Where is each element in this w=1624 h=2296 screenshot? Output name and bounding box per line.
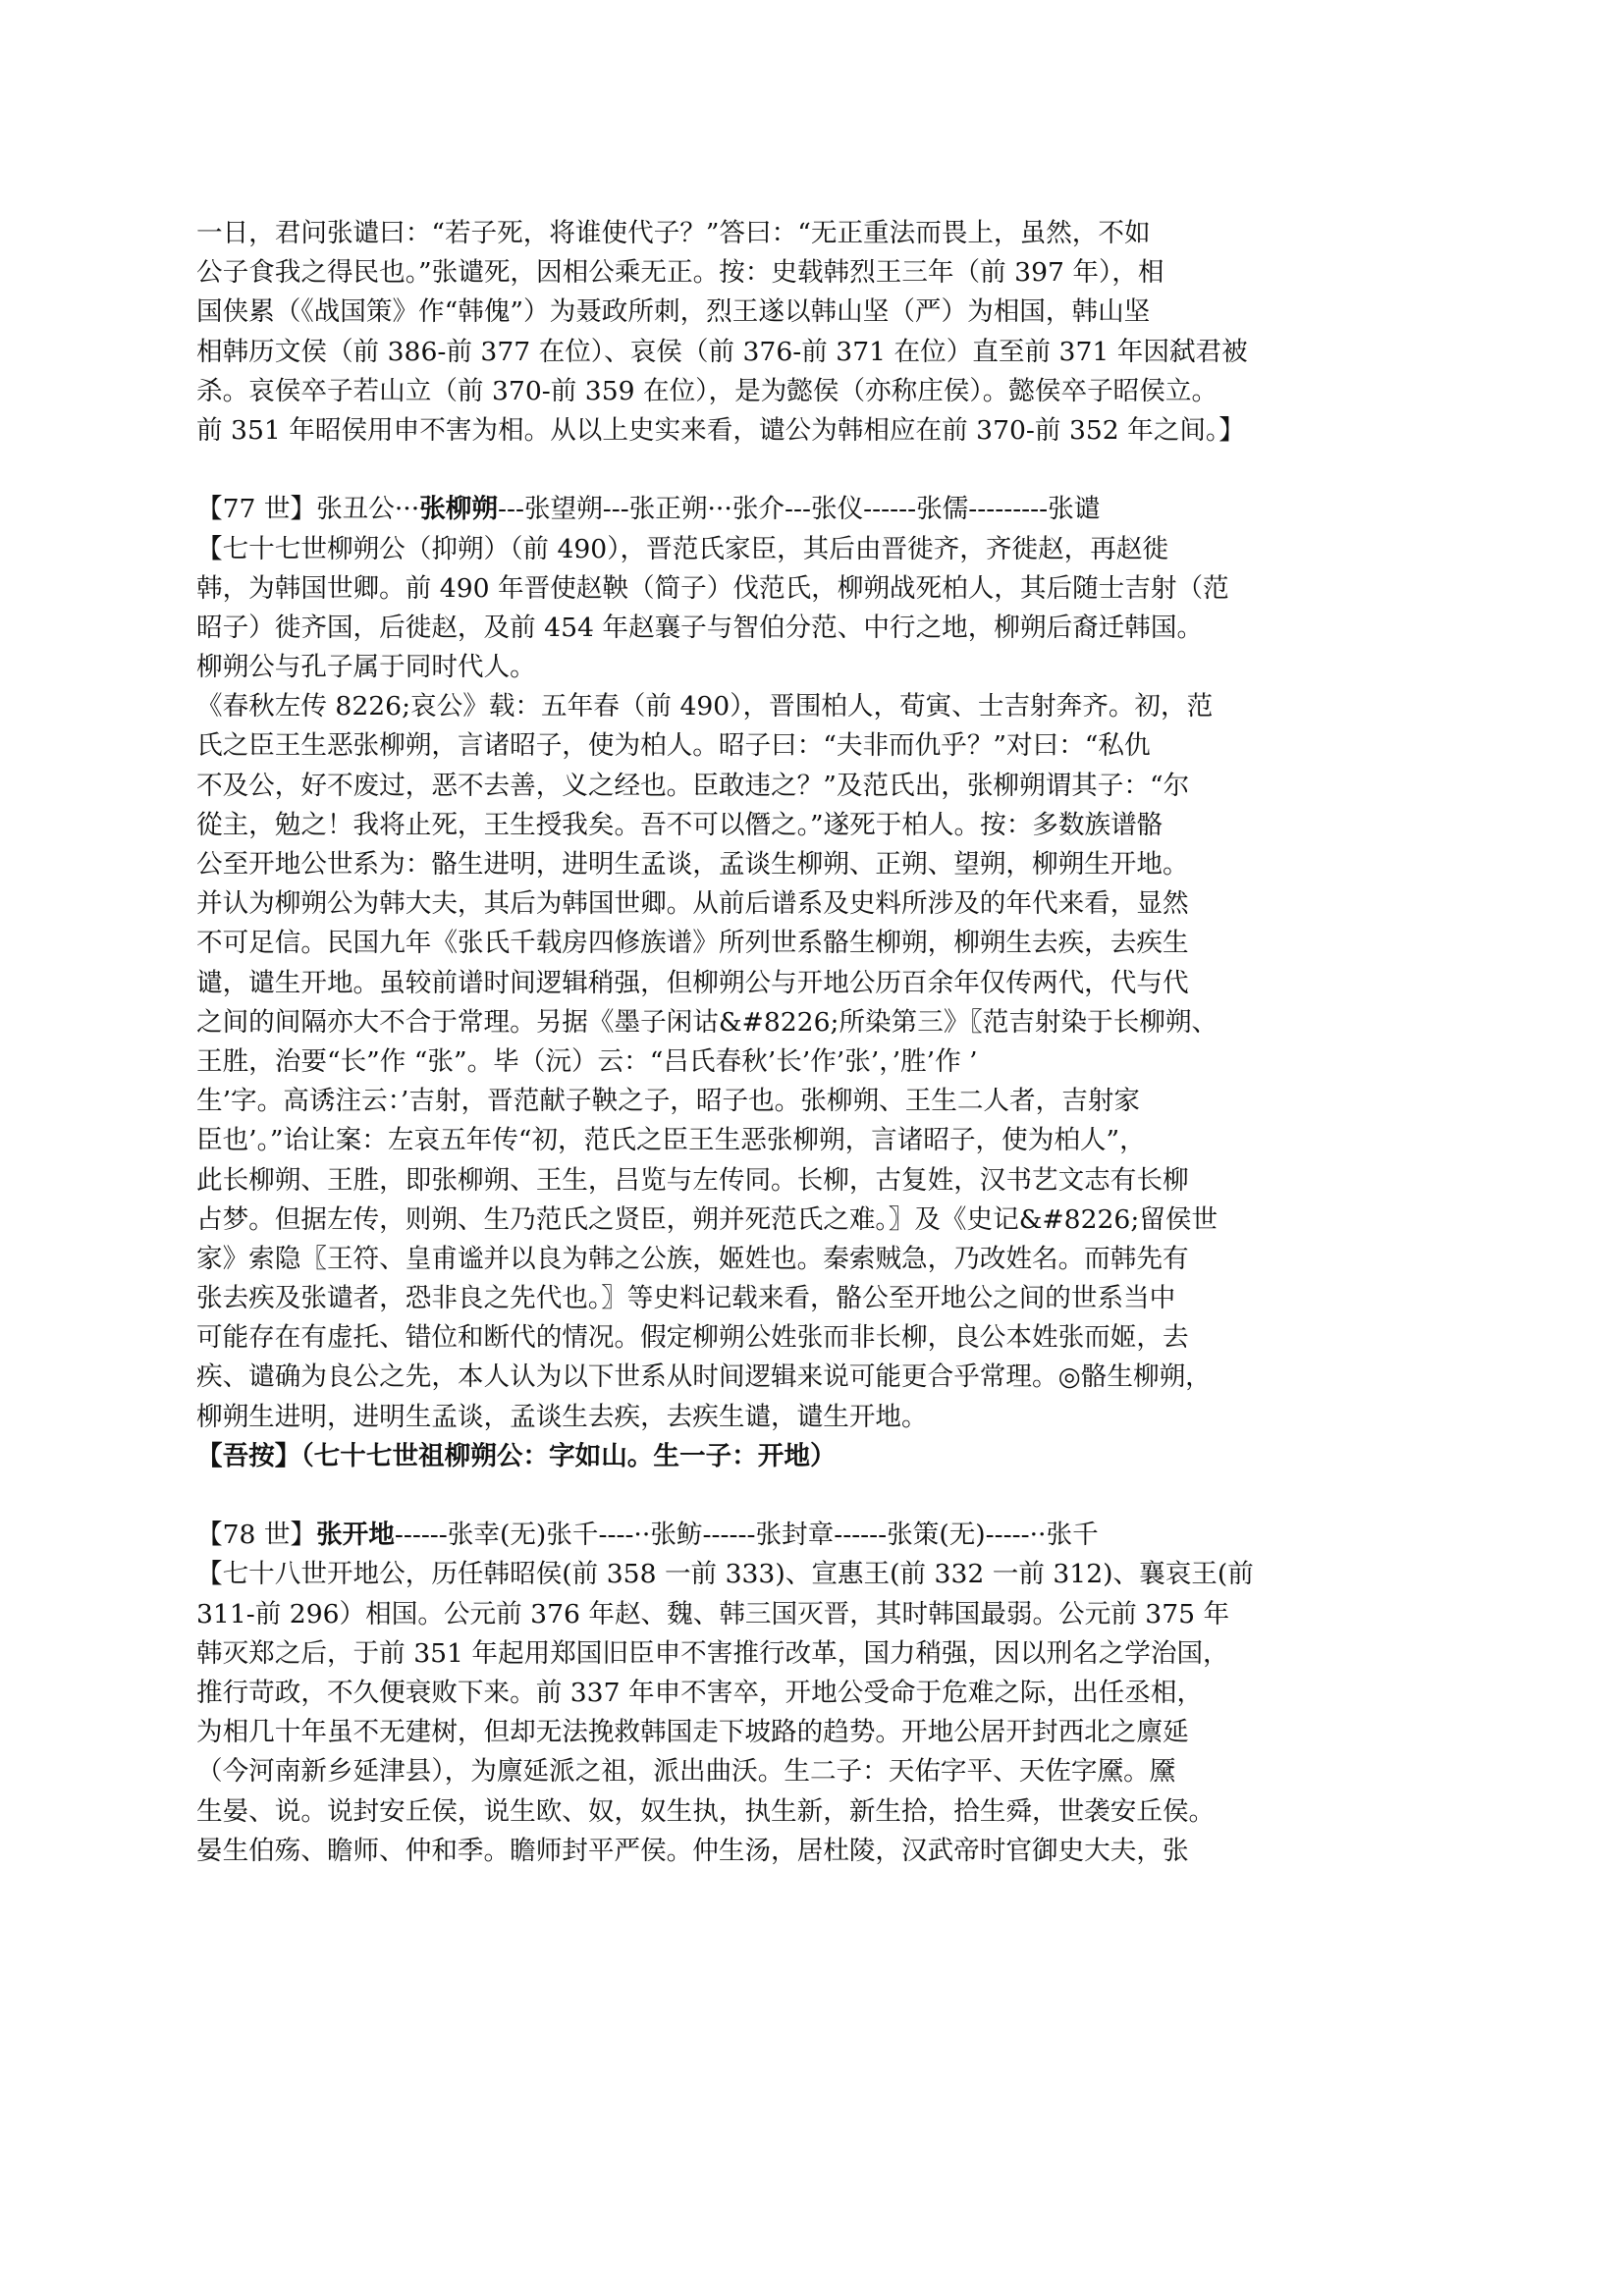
- text-line: 家》索隐〖王符、皇甫谧并以良为韩之公族，姬姓也。秦索贼急，乃改姓名。而韩先有: [196, 1243, 1189, 1274]
- author-note: 【吾按】（七十七世祖柳朔公：字如山。生一子：开地）: [196, 1440, 837, 1471]
- text-line: 生’字。高诱注云：’吉射，晋范献子鞅之子，昭子也。张柳朔、王生二人者，吉射家: [196, 1086, 1140, 1117]
- text-line: 一日，君问张谴曰：“若子死，将谁使代子？”答曰：“无正重法而畏上，虽然，不如: [196, 218, 1151, 248]
- text-line: 公子食我之得民也。”张谴死，因相公乘无正。按：史载韩烈王三年（前 397 年），相: [196, 257, 1164, 289]
- text-line: 杀。哀侯卒子若山立（前 370-前 359 在位），是为懿侯（亦称庄侯）。懿侯卒子昭侯立。: [196, 375, 1218, 406]
- text-line: 【七十八世开地公，历任韩昭侯(前 358 一前 333)、宣惠王(前 332 一前 312)、襄哀王(前: [196, 1559, 1254, 1590]
- text-line: 《春秋左传 8226;哀公》载：五年春（前 490），晋围柏人，荀寅、士吉射奔齐。初，范: [196, 691, 1214, 722]
- text-line: 前 351 年昭侯用申不害为相。从以上史实来看，谴公为韩相应在前 370-前 352 年之间。】: [196, 414, 1245, 446]
- text-line: 韩灭郑之后，于前 351 年起用郑国旧臣申不害推行改革，国力稍强，因以刑名之学治国，: [196, 1637, 1229, 1669]
- document-page: [196, 214, 1434, 1871]
- text-line: 柳朔公与孔子属于同时代人。: [196, 652, 536, 683]
- ancestor-name: 张开地: [316, 1520, 395, 1551]
- text-line: 不及公，好不废过，恶不去善，义之经也。臣敢违之？”及范氏出，张柳朔谓其子：“尔: [196, 770, 1190, 801]
- text-line: 柳朔生进明，进明生孟谈，孟谈生去疾，去疾生谴，谴生开地。: [196, 1401, 928, 1432]
- text-line: 生晏、说。说封安丘侯，说生欧、奴，奴生执，执生新，新生拾，拾生舜，世袭安丘侯。: [196, 1795, 1216, 1827]
- text-line: 311-前 296）相国。公元前 376 年赵、魏、韩三国灭晋，其时韩国最弱。公元前 375 年: [196, 1598, 1230, 1629]
- text-line: 相韩历文侯（前 386-前 377 在位）、哀侯（前 376-前 371 在位）直至前 371 年因弑君被: [196, 336, 1248, 367]
- text-line: （今河南新乡延津县），为廪延派之祖，派出曲沃。生二子：天佑字平、天佐字黡。黡: [196, 1756, 1176, 1788]
- text-line: 氏之臣王生恶张柳朔，言诸昭子，使为柏人。昭子曰：“夫非而仇乎？”对曰：“私仇: [196, 730, 1151, 762]
- text-line: 推行苛政，不久便衰败下来。前 337 年申不害卒，开地公受命于危难之际，出任丞相，: [196, 1677, 1204, 1708]
- text-line: 昭子）徙齐国，后徙赵，及前 454 年赵襄子与智伯分范、中行之地，柳朔后裔迁韩国。: [196, 612, 1204, 643]
- generation-prefix: 【77 世】张丑公···: [196, 494, 420, 525]
- ancestor-name: 张柳朔: [419, 494, 498, 525]
- text-line: 公至开地公世系为：骼生进明，进明生孟谈，孟谈生柳朔、正朔、望朔，柳朔生开地。: [196, 849, 1189, 880]
- text-line: 臣也’。”诒让案：左哀五年传“初，范氏之臣王生恶张柳朔，言诸昭子，使为柏人”，: [196, 1125, 1146, 1156]
- text-line: 为相几十年虽不无建树，但却无法挽救韩国走下坡路的趋势。开地公居开封西北之廪延: [196, 1717, 1189, 1748]
- section-gen-77: [196, 490, 1434, 1476]
- generation-header: [196, 490, 1434, 529]
- text-line: 可能存在有虚托、错位和断代的情况。假定柳朔公姓张而非长柳，良公本姓张而姬，去: [196, 1322, 1189, 1354]
- text-line: 韩，为韩国世卿。前 490 年晋使赵鞅（简子）伐范氏，柳朔战死柏人，其后随士吉射（范: [196, 572, 1229, 604]
- text-line: 国侠累（《战国策》作“韩傀”）为聂政所刺，烈王遂以韩山坚（严）为相国，韩山坚: [196, 296, 1151, 328]
- text-line: 谴，谴生开地。虽较前谱时间逻辑稍强，但柳朔公与开地公历百余年仅传两代，代与代: [196, 967, 1189, 998]
- generation-prefix: 【78 世】: [196, 1520, 317, 1551]
- text-line: 從主，勉之！我将止死，王生授我矣。吾不可以僭之。”遂死于柏人。按：多数族谱骼: [196, 809, 1164, 840]
- text-line: 并认为柳朔公为韩大夫，其后为韩国世卿。从前后谱系及史料所涉及的年代来看，显然: [196, 888, 1189, 920]
- text-line: 之间的间隔亦大不合于常理。另据《墨子闲诂&#8226;所染第三》〖范吉射染于长柳朔、: [196, 1006, 1218, 1038]
- text-line: 【七十七世柳朔公（抑朔）（前 490），晋范氏家臣，其后由晋徙齐，齐徙赵，再赵徙: [196, 533, 1168, 564]
- generation-header: [196, 1516, 1434, 1555]
- text-line: 此长柳朔、王胜，即张柳朔、王生，吕览与左传同。长柳，古复姓，汉书艺文志有长柳: [196, 1164, 1189, 1196]
- section-intro: [196, 214, 1434, 451]
- text-line: 疾、谴确为良公之先，本人认为以下世系从时间逻辑来说可能更合乎常理。◎骼生柳朔，: [196, 1362, 1212, 1393]
- section-gen-78: [196, 1516, 1434, 1871]
- lineage-chain: ---张望朔---张正朔···张介---张仪------张儒---------张谴: [498, 494, 1101, 525]
- text-line: 不可足信。民国九年《张氏千载房四修族谱》所列世系骼生柳朔，柳朔生去疾，去疾生: [196, 928, 1189, 959]
- text-line: 晏生伯殇、瞻师、仲和季。瞻师封平严侯。仲生汤，居杜陵，汉武帝时官御史大夫，张: [196, 1835, 1189, 1866]
- text-line: 张去疾及张谴者，恐非良之先代也。〗等史料记载来看，骼公至开地公之间的世系当中: [196, 1283, 1176, 1314]
- lineage-chain: ------张幸(无)张千----··张鲂------张封章------张策(无)-----··张千: [394, 1520, 1099, 1551]
- text-line: 王胜，治要“长”作 “张”。毕（沅）云：“吕氏春秋’长’作’张’，’胜’作 ’: [196, 1045, 978, 1077]
- text-line: 占梦。但据左传，则朔、生乃范氏之贤臣，朔并死范氏之难。〗及《史记&#8226;留侯世: [196, 1203, 1218, 1235]
